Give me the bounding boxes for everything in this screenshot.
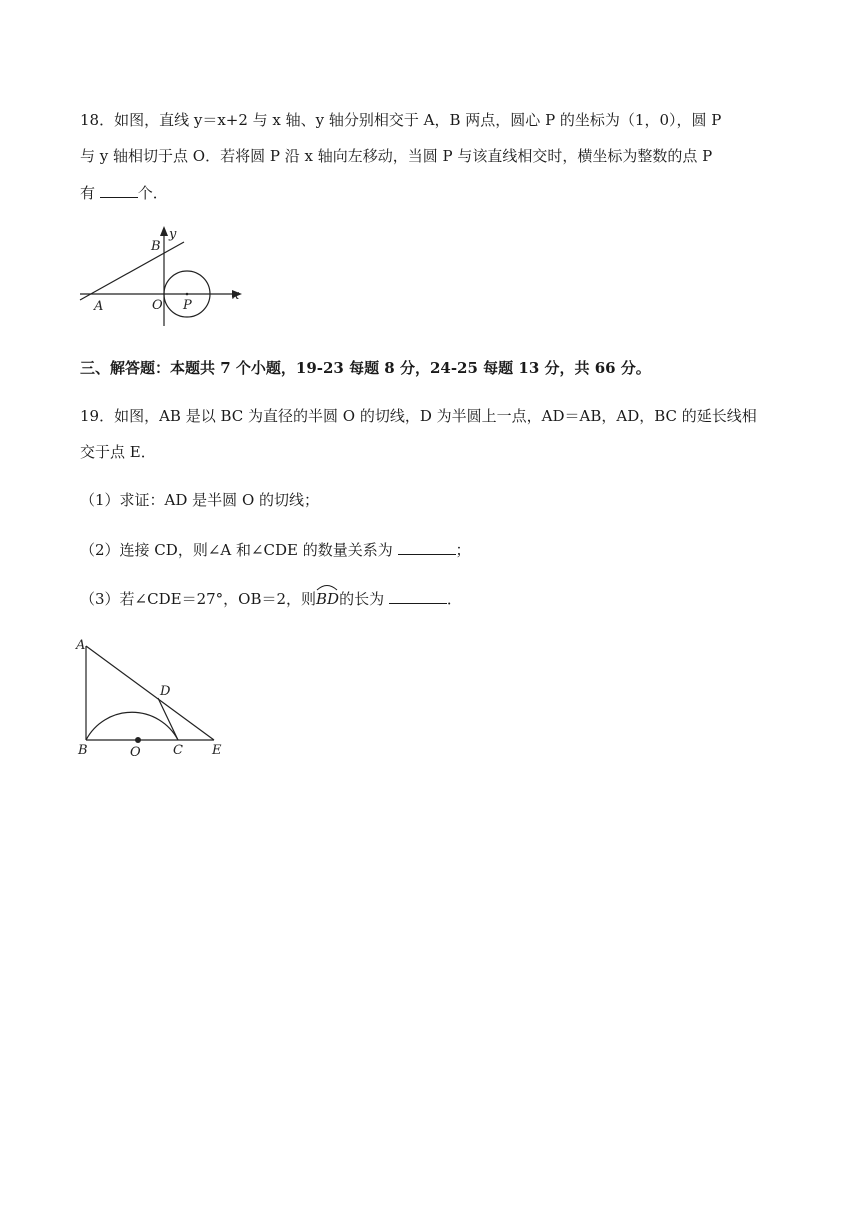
q19-label-b: B [78, 743, 88, 758]
q19-arc-bd-label: BD [316, 590, 340, 608]
q18-label-x: x [232, 288, 240, 303]
q19-segment-cd [158, 698, 178, 740]
q18-line-3-suffix: 个． [137, 184, 168, 202]
q19-part-2-prefix: （2）连接 CD，则∠A 和∠CDE 的数量关系为 [80, 541, 398, 559]
q18-line-3 [80, 182, 790, 203]
q18-label-y: y [169, 227, 177, 242]
q19-part-1: （1）求证：AD 是半圆 O 的切线； [80, 491, 320, 509]
q18-point-p [186, 293, 189, 296]
q18-label-a: A [94, 299, 104, 314]
q18-line-2: 与 y 轴相切于点 O．若将圆 P 沿 x 轴向左移动，当圆 P 与该直线相交时，横坐标为整数的点 P [80, 147, 713, 165]
q19-label-o: O [130, 745, 141, 760]
q19-part-2 [80, 539, 790, 560]
q18-figure [72, 222, 252, 332]
q19-part-2-blank [398, 539, 456, 555]
q18-line-3-prefix: 有 [80, 184, 100, 202]
q18-y-arrow [160, 226, 168, 236]
q19-part-3 [80, 588, 790, 609]
q18-label-p: P [183, 298, 192, 313]
q19-label-c: C [173, 743, 183, 758]
q19-part-2-suffix: ； [455, 541, 471, 559]
q18-answer-blank [100, 182, 138, 198]
q19-segment-ae [86, 646, 214, 740]
q18-label-o: O [152, 298, 163, 313]
q19-label-d: D [160, 684, 171, 699]
q19-semicircle [86, 712, 178, 740]
q19-point-o [135, 737, 141, 743]
q19-part-3-prefix: （3）若∠CDE＝27°，OB＝2，则 [80, 590, 317, 608]
q19-line-2: 交于点 E． [80, 443, 156, 461]
q18-line-1: 18．如图，直线 y＝x+2 与 x 轴、y 轴分别相交于 A，B 两点，圆心 P 的坐标为（1，0），圆 P [80, 111, 722, 129]
q19-arc-bd [316, 589, 339, 609]
q18-label-b: B [151, 239, 161, 254]
q19-label-a: A [76, 638, 86, 653]
q18-line-ab [80, 242, 184, 300]
q19-figure [72, 632, 242, 760]
q19-part-3-middle: 的长为 [339, 590, 389, 608]
q19-label-e: E [212, 743, 222, 758]
q19-part-3-suffix: ． [446, 590, 462, 608]
section-3-heading: 三、解答题：本题共 7 个小题，19-23 每题 8 分，24-25 每题 13 分，共 66 分。 [80, 359, 651, 377]
q19-part-3-blank [389, 588, 447, 604]
q19-line-1: 19．如图，AB 是以 BC 为直径的半圆 O 的切线，D 为半圆上一点，AD＝AB，AD，BC 的延长线相 [80, 407, 757, 425]
arc-symbol-icon [316, 583, 338, 591]
